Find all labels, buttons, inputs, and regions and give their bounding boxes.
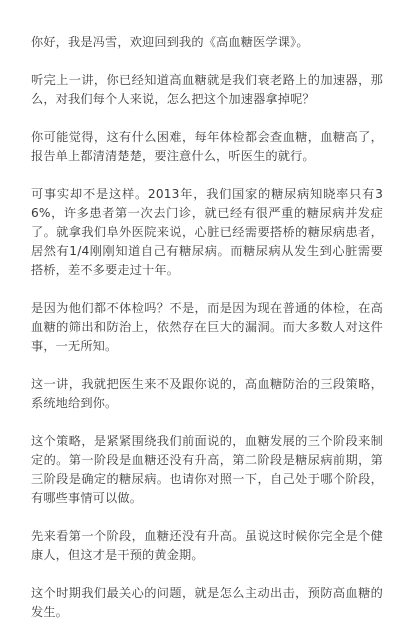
paragraph-three-stages: 这个策略，是紧紧围绕我们前面说的，血糖发展的三个阶段来制定的。第一阶段是血糖还没有升高，第二阶段是糖尿病前期，第三阶段是确定的糖尿病。也请你对照一下，自己处于哪个阶段，有哪些事情可以做。 xyxy=(31,434,383,505)
article-body xyxy=(31,33,383,622)
paragraph-statistics: 可事实却不是这样。2013年，我们国家的糖尿病知晓率只有36%，许多患者第一次去门诊，就已经有很严重的糖尿病并发症了。就拿我们阜外医院来说，心脏已经需要搭桥的糖尿病患者，居然有1/4刚刚知道自己有糖尿病。而糖尿病从发生到心脏需要搭桥，差不多要走过十年。 xyxy=(31,187,383,277)
paragraph-checkup: 你可能觉得，这有什么困难，每年体检都会查血糖，血糖高了，报告单上都清清楚楚，要注意什么，听医生的就行。 xyxy=(31,130,383,163)
paragraph-prevention: 这个时期我们最关心的问题，就是怎么主动出击，预防高血糖的发生。 xyxy=(31,586,383,619)
paragraph-lecture-intro: 这一讲，我就把医生来不及跟你说的，高血糖防治的三段策略，系统地给到你。 xyxy=(31,377,383,410)
paragraph-greeting: 你好，我是冯雪，欢迎回到我的《高血糖医学课》。 xyxy=(31,35,309,49)
paragraph-screening-gap: 是因为他们都不体检吗？不是，而是因为现在普通的体检，在高血糖的筛出和防治上，依然存在巨大的漏洞。而大多数人对这件事，一无所知。 xyxy=(31,301,383,353)
paragraph-accelerator: 听完上一讲，你已经知道高血糖就是我们衰老路上的加速器，那么，对我们每个人来说，怎么把这个加速器拿掉呢？ xyxy=(31,73,383,106)
paragraph-stage-one: 先来看第一个阶段，血糖还没有升高。虽说这时候你完全是个健康人，但这才是干预的黄金期。 xyxy=(31,529,383,562)
